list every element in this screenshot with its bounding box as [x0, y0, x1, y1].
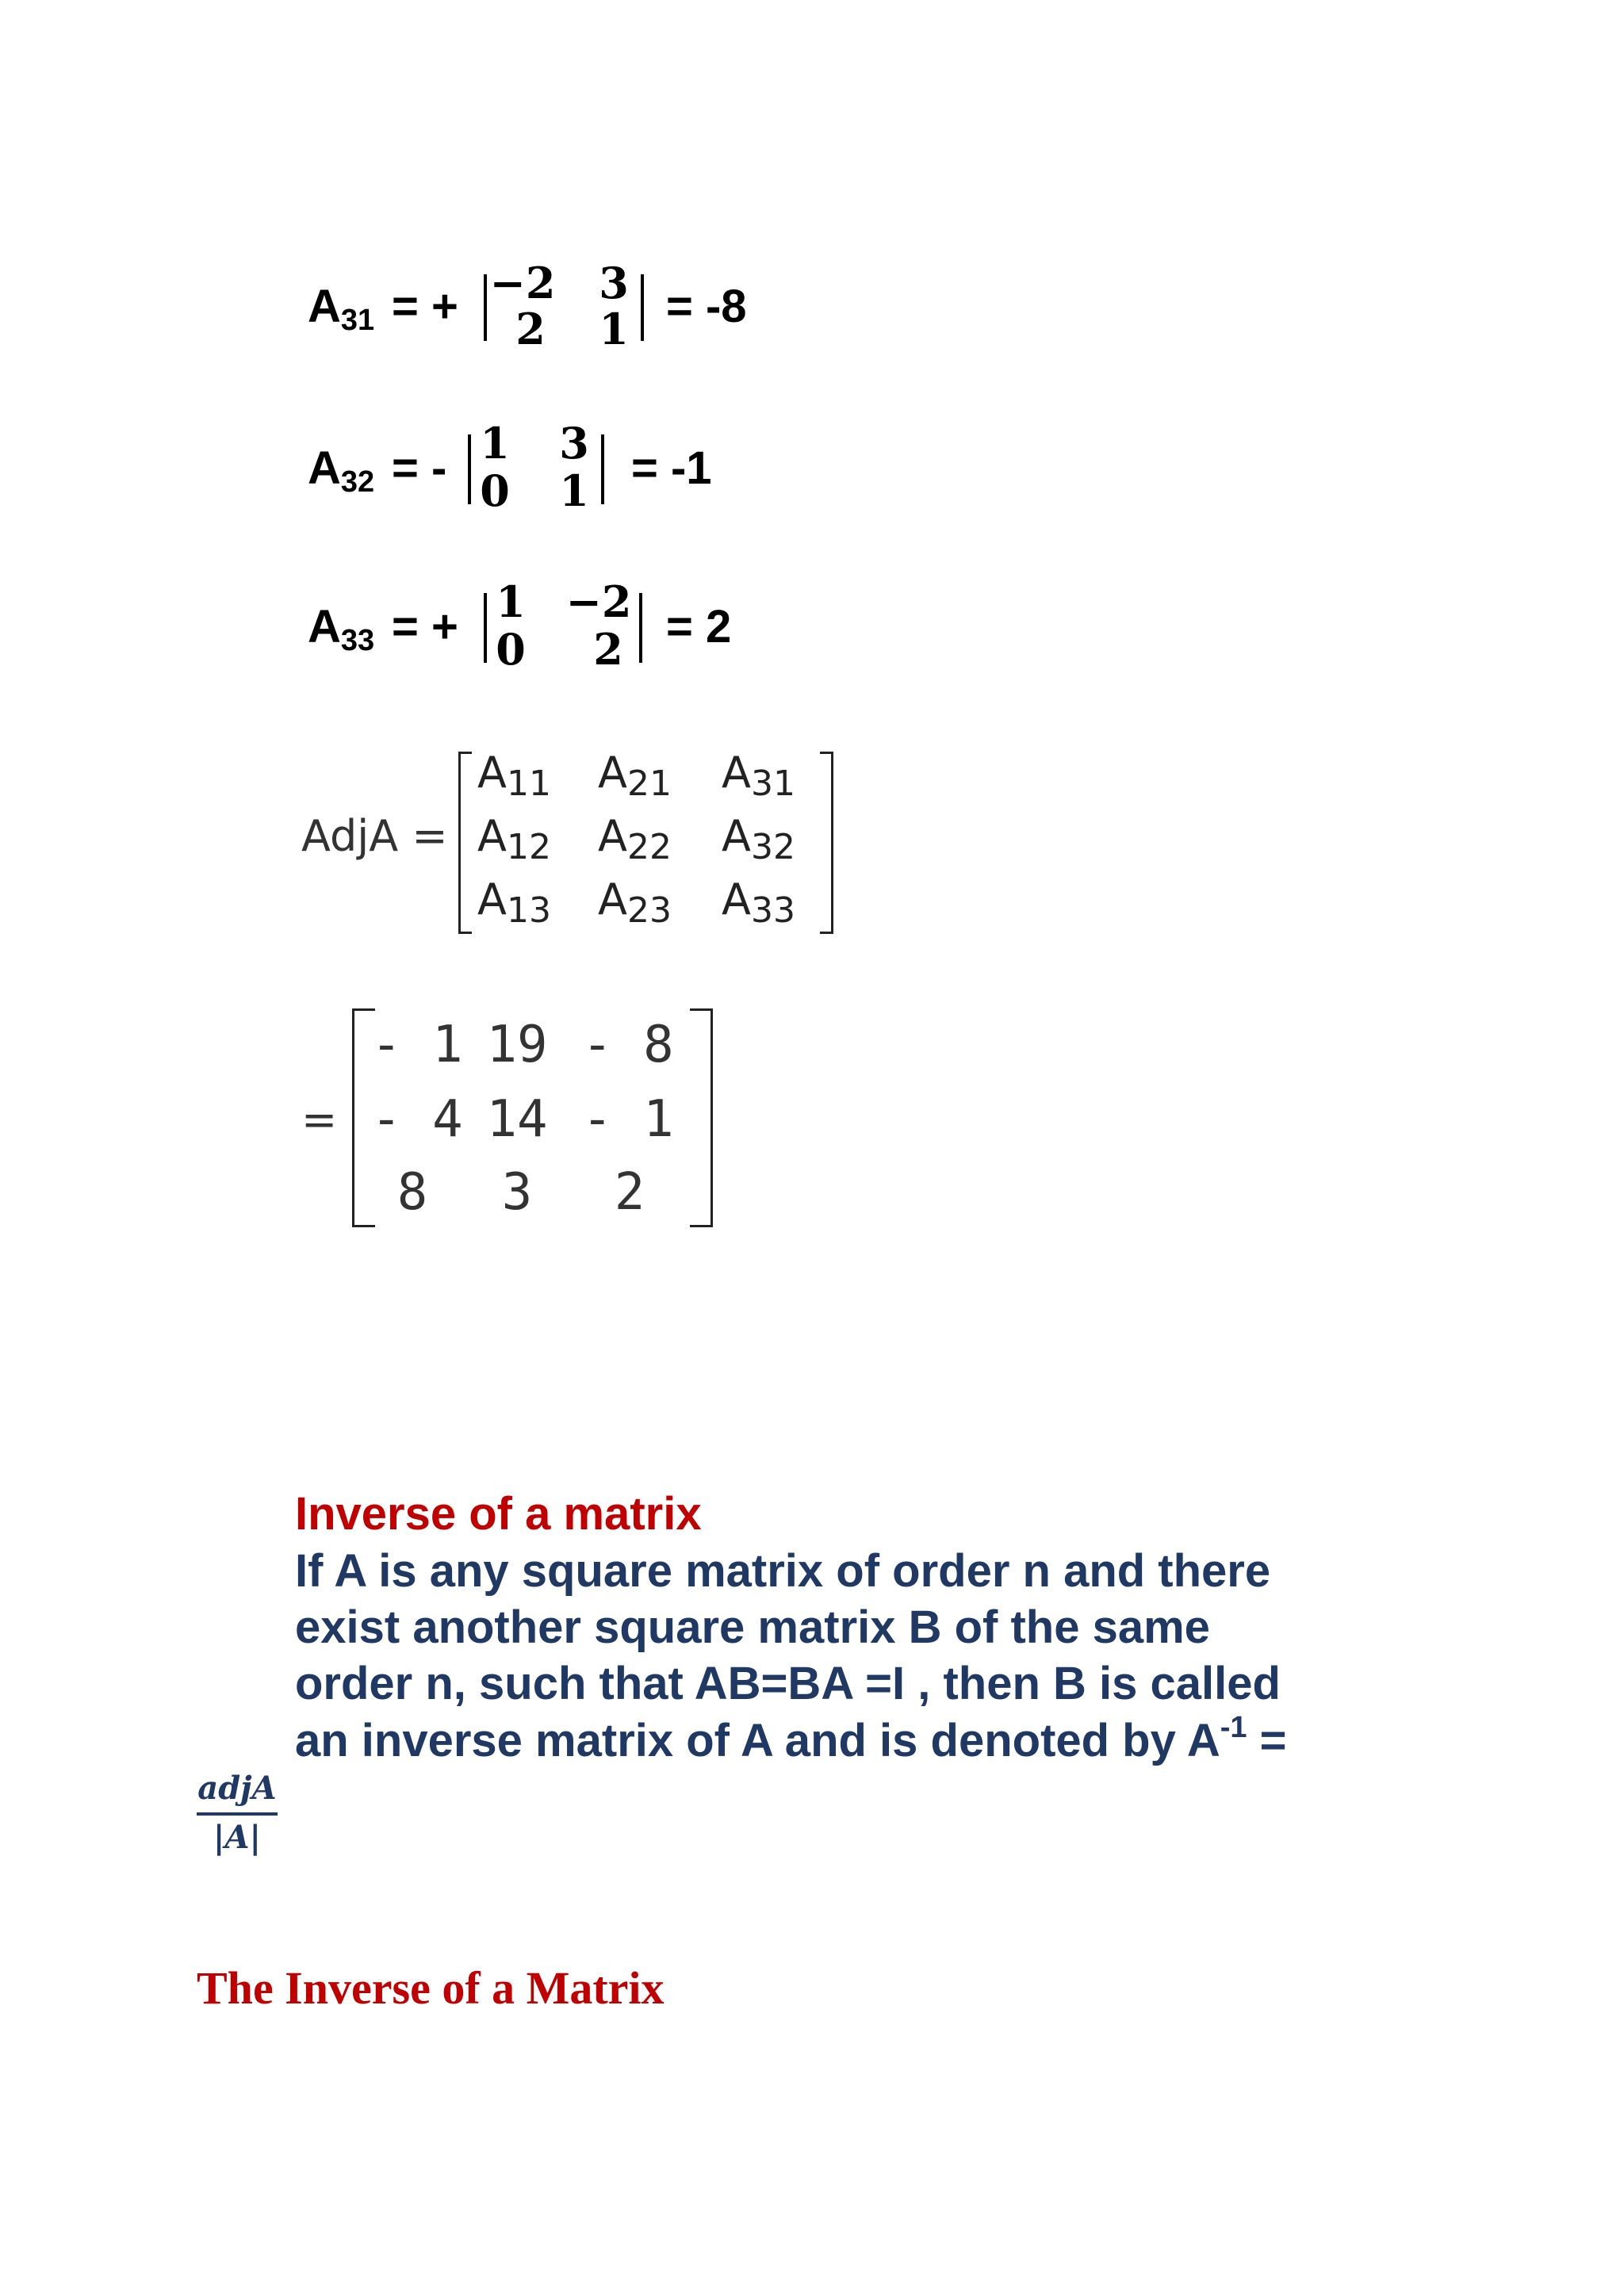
adjoint-result — [301, 1001, 714, 1230]
result-cell: 3 — [501, 1163, 533, 1222]
inverse-paragraph-line: order n, such that AB=BA =I , then B is called — [295, 1658, 1281, 1709]
det-cell: −2 — [489, 258, 556, 308]
result-cell: - 1 — [582, 1090, 674, 1149]
cofactor-label: $A_{33}$ — [308, 601, 375, 657]
adjoint-cell: $A_{13}$ — [477, 874, 551, 931]
det-bar-left — [468, 434, 471, 504]
result-cell: - 8 — [582, 1016, 674, 1074]
matrix-bracket-left — [458, 752, 472, 934]
det-cell: −2 — [565, 576, 632, 627]
cofactor-a32 — [308, 418, 783, 525]
inverse-paragraph-line: exist another square matrix B of the same — [295, 1601, 1210, 1653]
adjoint-cell: $A_{33}$ — [722, 874, 795, 931]
adjoint-cell: $A_{32}$ — [722, 811, 795, 867]
result-cell: - 4 — [371, 1090, 463, 1149]
matrix-bracket-right — [690, 1008, 713, 1227]
matrix-bracket-right — [820, 752, 833, 934]
inverse-fraction — [193, 1768, 281, 1863]
inverse-paragraph-line: an inverse matrix of A and is denoted by $A^{-1}$ = — [295, 1711, 1287, 1766]
det-bar-left — [484, 593, 487, 663]
adjoint-cell: $A_{21}$ — [598, 748, 672, 804]
fraction-bar — [197, 1812, 278, 1816]
adjoint-cell: $A_{12}$ — [477, 811, 551, 867]
det-cell: 1 — [496, 576, 526, 627]
fraction-denominator: |A| — [213, 1819, 262, 1856]
det-cell: 2 — [515, 304, 546, 354]
result-cell: - 1 — [371, 1016, 463, 1074]
det-cell: 3 — [599, 258, 629, 308]
result-cell: 19 — [486, 1016, 548, 1074]
result-cell: 8 — [396, 1163, 428, 1222]
det-cell: 1 — [599, 304, 629, 354]
cofactor-label: $A_{32}$ — [308, 442, 375, 499]
inverse-heading: Inverse of a matrix — [295, 1488, 702, 1540]
adjoint-cell: $A_{11}$ — [477, 748, 551, 804]
result-cell: 2 — [614, 1163, 645, 1222]
cofactor-a31 — [308, 258, 783, 365]
cofactor-label: $A_{31}$ — [308, 281, 375, 337]
cofactor-a33 — [308, 576, 783, 683]
cofactor-sign: = + — [392, 601, 458, 652]
result-equals: = — [301, 1095, 338, 1145]
bottom-heading: The Inverse of a Matrix — [197, 1962, 665, 2014]
det-cell: 0 — [480, 465, 510, 516]
fraction-numerator: adjA — [197, 1770, 277, 1807]
det-cell: 3 — [559, 418, 589, 469]
result-cell: 14 — [486, 1090, 548, 1149]
adjoint-cell: $A_{31}$ — [722, 748, 795, 804]
det-bar-right — [601, 434, 604, 504]
inverse-paragraph-line: If A is any square matrix of order n and there — [295, 1545, 1271, 1597]
det-bar-right — [639, 593, 642, 663]
cofactor-sign: = - — [392, 442, 447, 494]
det-cell: 2 — [593, 624, 623, 675]
cofactor-result: = 2 — [666, 601, 732, 652]
adjoint-label: AdjA = — [301, 811, 448, 861]
cofactor-result: = -1 — [631, 442, 712, 494]
adjoint-definition — [301, 745, 841, 936]
cofactor-result: = -8 — [666, 281, 747, 332]
det-cell: 0 — [496, 624, 526, 675]
det-cell: 1 — [559, 465, 589, 516]
det-cell: 1 — [480, 418, 510, 469]
det-bar-right — [641, 274, 644, 341]
cofactor-sign: = + — [392, 281, 458, 332]
adjoint-cell: $A_{22}$ — [598, 811, 672, 867]
adjoint-cell: $A_{23}$ — [598, 874, 672, 931]
